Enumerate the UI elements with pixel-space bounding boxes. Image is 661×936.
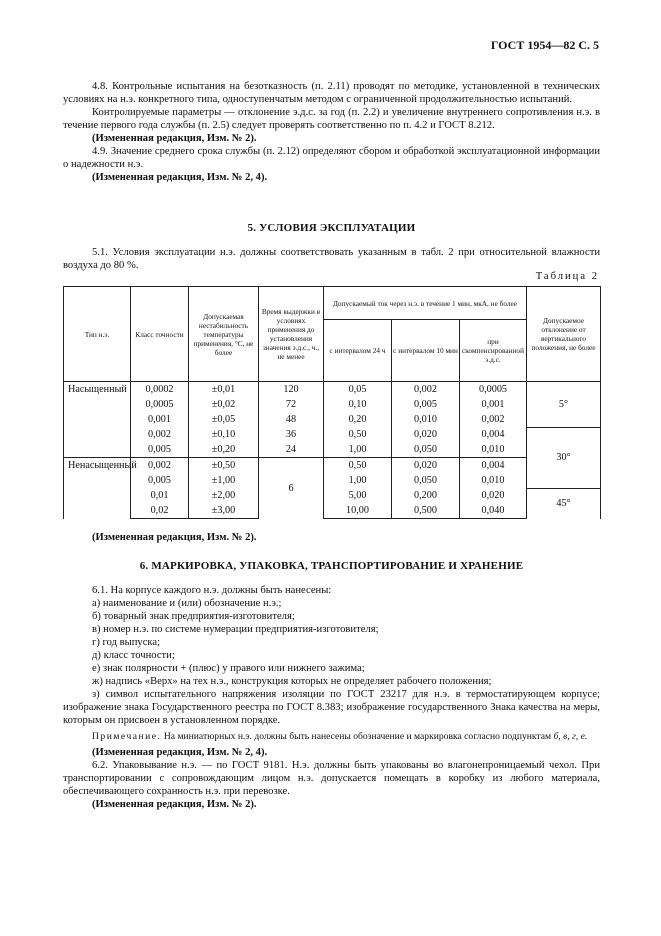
cell-10min: 0,002 (392, 382, 460, 398)
cell-comp: 0,004 (460, 458, 527, 474)
revision-note: (Измененная редакция, Изм. № 2). (92, 133, 257, 144)
cell-comp: 0,020 (460, 488, 527, 503)
col-class-header: Класс точности (131, 287, 189, 382)
cell-10min: 0,500 (392, 503, 460, 519)
paragraph-6-1: 6.1. На корпусе каждого н.э. должны быть нанесены: (92, 585, 332, 596)
col-type-header: Тип н.э. (64, 287, 131, 382)
revision-note: (Измененная редакция, Изм. № 2). (92, 532, 257, 543)
type-saturated: Насыщенный (64, 382, 131, 458)
cell-class: 0,0005 (131, 397, 189, 412)
note (63, 730, 600, 743)
cell-time: 48 (259, 412, 324, 427)
cell-deviation: 5° (527, 382, 601, 428)
cell-temp: ±1,00 (189, 473, 259, 488)
table-2 (63, 286, 601, 519)
paragraph-4-9: 4.9. Значение среднего срока службы (п. 2.12) определяют сбором и обработкой эксплуатационной информации о надежности н.э. (63, 146, 600, 170)
revision-note: (Измененная редакция, Изм. № 2, 4). (92, 747, 268, 758)
cell-class: 0,002 (131, 427, 189, 442)
cell-time: 36 (259, 427, 324, 442)
note-items: б, в, г, е. (553, 731, 588, 742)
table-row (64, 427, 601, 442)
col-deviation-header: Допускаемое отклонение от вертикального положения, не более (527, 287, 601, 382)
cell-temp: ±0,50 (189, 458, 259, 474)
cell-comp: 0,010 (460, 473, 527, 488)
list-item: ж) надпись «Верх» на тех н.э., конструкция которых не определяет рабочего положения; (92, 676, 492, 687)
paragraph-5-1 (63, 246, 600, 272)
col-current-header: Допускаемый ток через н.э. в течение 1 мин, мкА, не более (324, 287, 527, 320)
cell-class: 0,001 (131, 412, 189, 427)
type-unsaturated: Ненасыщенный (64, 458, 131, 519)
table-caption: Таблица 2 (535, 271, 599, 282)
list-item: е) знак полярности + (плюс) у правого или нижнего зажима; (92, 663, 365, 674)
revision-note-table (63, 531, 600, 544)
table-row (64, 488, 601, 503)
table-row (64, 473, 601, 488)
cell-deviation: 30° (527, 427, 601, 488)
cell-class: 0,01 (131, 488, 189, 503)
cell-comp: 0,010 (460, 442, 527, 458)
table-row (64, 397, 601, 412)
col-10min-header: с интервалом 10 мин (392, 320, 460, 382)
cell-temp: ±0,10 (189, 427, 259, 442)
cell-temp: ±3,00 (189, 503, 259, 519)
revision-note: (Измененная редакция, Изм. № 2). (92, 799, 257, 810)
paragraph-4-8-params: Контролируемые параметры — отклонение э.д.с. за год (п. 2.2) и увеличение внутреннего сопротивления н.э. в течение первого года службы (п. 2.5) следует проверять соответственно по п. 4.2 и ГОСТ 8.212. (63, 107, 600, 131)
cell-temp: ±0,20 (189, 442, 259, 458)
col-24h-header: с интервалом 24 ч (324, 320, 392, 382)
cell-24h: 0,50 (324, 458, 392, 474)
cell-10min: 0,020 (392, 458, 460, 474)
section-4-text (63, 80, 600, 184)
cell-time: 24 (259, 442, 324, 458)
cell-time: 72 (259, 397, 324, 412)
cell-class: 0,005 (131, 442, 189, 458)
cell-temp: ±0,02 (189, 397, 259, 412)
col-temp-header: Допускаемая нестабильность температуры применения, °С, не более (189, 287, 259, 382)
cell-10min: 0,020 (392, 427, 460, 442)
cell-class: 0,02 (131, 503, 189, 519)
table-row (64, 503, 601, 519)
table-row (64, 412, 601, 427)
cell-comp: 0,0005 (460, 382, 527, 398)
revision-note: (Измененная редакция, Изм. № 2, 4). (92, 172, 268, 183)
cell-deviation: 45° (527, 488, 601, 519)
cell-comp: 0,004 (460, 427, 527, 442)
list-item: б) товарный знак предприятия-изготовителя; (92, 611, 295, 622)
cell-10min: 0,010 (392, 412, 460, 427)
cell-10min: 0,005 (392, 397, 460, 412)
paragraph-5-1-text: 5.1. Условия эксплуатации н.э. должны соответствовать указанным в табл. 2 при относительной влажности воздуха до 80 %. (63, 247, 600, 271)
section-6-text (63, 584, 600, 811)
cell-time: 120 (259, 382, 324, 398)
section-5-heading: 5. УСЛОВИЯ ЭКСПЛУАТАЦИИ (247, 222, 416, 234)
list-item: а) наименование и (или) обозначение н.э.; (92, 598, 282, 609)
note-text: На миниатюрных н.э. должны быть нанесены обозначение и маркировка согласно подпунктам (163, 731, 552, 742)
cell-24h: 10,00 (324, 503, 392, 519)
cell-10min: 0,050 (392, 442, 460, 458)
list-item: д) класс точности; (92, 650, 175, 661)
col-time-header: Время выдержки в условиях применения до установления значения э.д.с., ч., не менее (259, 287, 324, 382)
col-comp-header: при скомпенсированной э.д.с. (460, 320, 527, 382)
page-header: ГОСТ 1954—82 С. 5 (490, 38, 599, 52)
cell-temp: ±2,00 (189, 488, 259, 503)
cell-24h: 1,00 (324, 442, 392, 458)
cell-24h: 5,00 (324, 488, 392, 503)
cell-class: 0,002 (131, 458, 189, 474)
cell-comp: 0,002 (460, 412, 527, 427)
table-row (64, 458, 601, 474)
cell-24h: 0,10 (324, 397, 392, 412)
cell-24h: 0,50 (324, 427, 392, 442)
list-item: в) номер н.э. по системе нумерации предприятия-изготовителя; (92, 624, 379, 635)
cell-24h: 0,20 (324, 412, 392, 427)
list-item: з) символ испытательного напряжения изоляции по ГОСТ 23217 для н.э. в термостатирующем корпусе; изображение знака Государственного реестра по ГОСТ 8.383; изображение государственного Знака качества на меры, которым он присвоен в установленном порядке. (63, 689, 600, 726)
cell-24h: 1,00 (324, 473, 392, 488)
cell-10min: 0,050 (392, 473, 460, 488)
list-item: г) год выпуска; (92, 637, 161, 648)
cell-time: 6 (259, 458, 324, 519)
paragraph-6-2: 6.2. Упаковывание н.э. — по ГОСТ 9181. Н.э. должны быть упакованы во влагонепроницаемый чехол. При транспортировании с сопровождающим лицом н.э. допускается помещать в коробку из любого материала, обеспечивающего сохранность н.э. при перевозке. (63, 760, 600, 797)
cell-class: 0,0002 (131, 382, 189, 398)
cell-10min: 0,200 (392, 488, 460, 503)
cell-24h: 0,05 (324, 382, 392, 398)
table-row (64, 442, 601, 458)
cell-comp: 0,040 (460, 503, 527, 519)
section-6-heading: 6. МАРКИРОВКА, УПАКОВКА, ТРАНСПОРТИРОВАНИЕ И ХРАНЕНИЕ (139, 560, 524, 572)
paragraph-4-8: 4.8. Контрольные испытания на безотказность (п. 2.11) проводят по методике, установленной в технических условиях на н.э. конкретного типа, одноступенчатым методом с ограниченной продолжительностью испытаний. (63, 81, 600, 105)
cell-temp: ±0,05 (189, 412, 259, 427)
cell-comp: 0,001 (460, 397, 527, 412)
note-label: Примечание. (92, 731, 162, 742)
cell-temp: ±0,01 (189, 382, 259, 398)
cell-class: 0,005 (131, 473, 189, 488)
table-row (64, 382, 601, 398)
